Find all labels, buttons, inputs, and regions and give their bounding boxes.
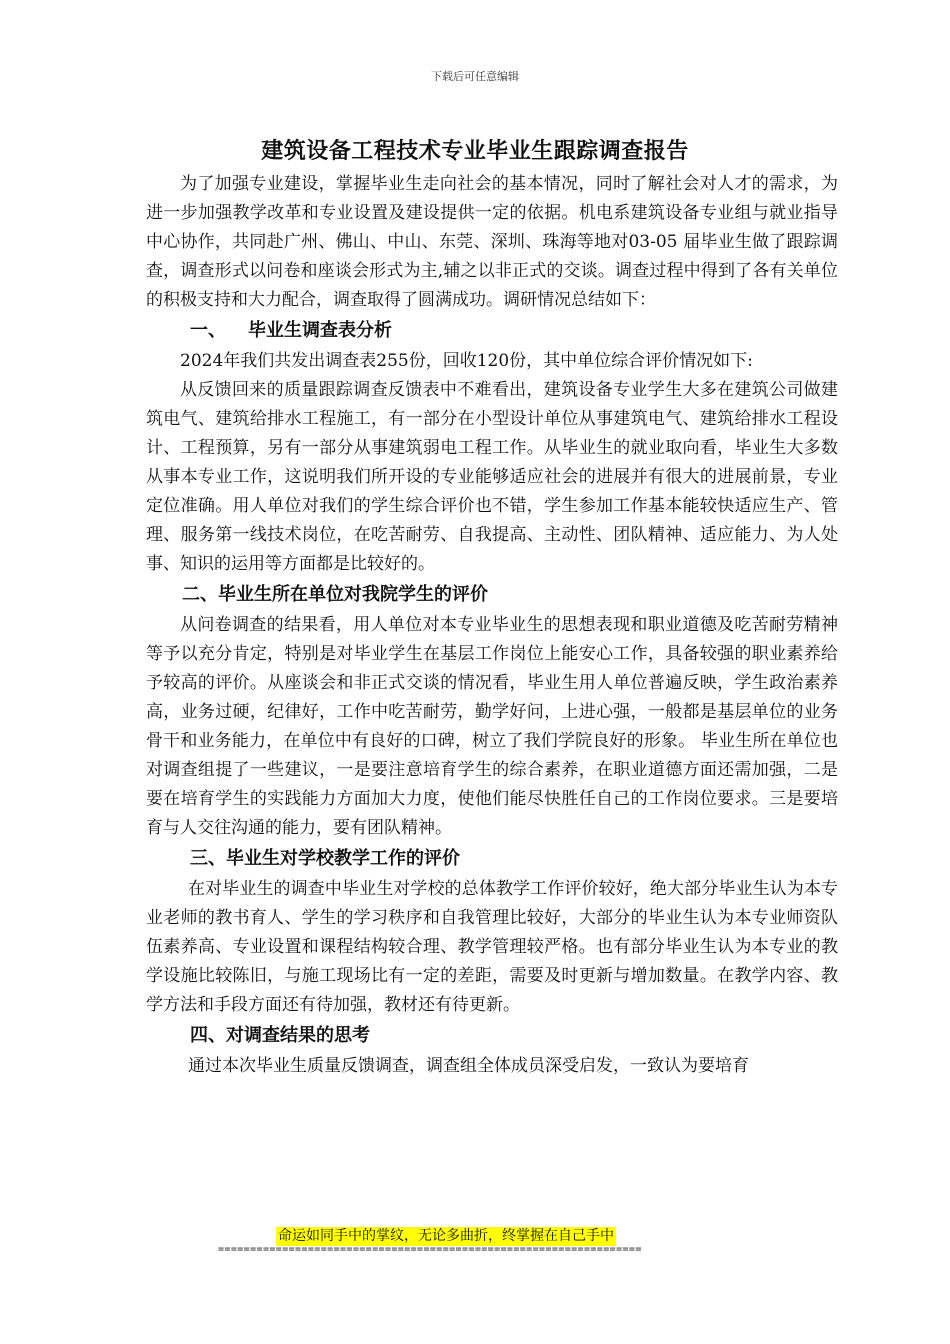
section-4-paragraph: 通过本次毕业生质量反馈调查，调查组全体成员深受启发，一致认为要培育	[188, 1056, 749, 1076]
footer-divider: ==================================================================	[218, 1244, 642, 1255]
section-2-paragraph: 从问卷调查的结果看，用人单位对本专业毕业生的思想表现和职业道德及吃苦耐劳精神等予以充分肯定，特别是对毕业学生在基层工作岗位上能安心工作，具备较强的职业素养给予较高的评价。从座谈会和非正式交谈的情况看，毕业生用人单位普遍反映，学生政治素养高，业务过硬，纪律好，工作中吃苦耐劳，勤学好问，上进心强，一般都是基层单位的业务骨干和业务能力，在单位中有良好的口碑，树立了我们学院良好的形象。 毕业生所在单位也对调查组提了一些建议，一是要注意培育学生的综合素养，在职业道德方面还需加强，二是要在培育学生的实践能力方面加大力度，使他们能尽快胜任自己的工作岗位要求。三是要培育与人交往沟通的能力，要有团队精神。	[146, 615, 838, 838]
section-4-heading: 四、对调查结果的思考	[190, 1025, 370, 1046]
section-1-number: 一、	[190, 320, 226, 341]
document-body	[146, 170, 838, 1081]
document-title: 建筑设备工程技术专业毕业生跟踪调查报告	[261, 138, 689, 164]
section-1-title: 毕业生调查表分析	[248, 320, 392, 341]
section-1-paragraph-2: 从反馈回来的质量跟踪调查反馈表中不难看出，建筑设备专业学生大多在建筑公司做建筑电气、建筑给排水工程施工，有一部分在小型设计单位从事建筑电气、建筑给排水工程设计、工程预算，另有一部分从事建筑弱电工程工作。从毕业生的就业取向看，毕业生大多数从事本专业工作，这说明我们所开设的专业能够适应社会的进展并有很大的进展前景，专业定位准确。用人单位对我们的学生综合评价也不错，学生参加工作基本能较快适应生产、管理、服务第一线技术岗位，在吃苦耐劳、自我提高、主动性、团队精神、适应能力、为人处事、知识的运用等方面都是比较好的。	[146, 380, 838, 574]
intro-paragraph: 为了加强专业建设，掌握毕业生走向社会的基本情况，同时了解社会对人才的需求，为进一步加强教学改革和专业设置及建设提供一定的依据。机电系建筑设备专业组与就业指导中心协作，共同赴广州、佛山、中山、东莞、深圳、珠海等地对03-05 届毕业生做了跟踪调查，调查形式以问卷和座谈会形式为主,辅之以非正式的交谈。调查过程中得到了各有关单位的积极支持和大力配合，调查取得了圆满成功。调研情况总结如下：	[146, 174, 838, 310]
section-1-paragraph-1: 2024年我们共发出调查表255份，回收120份，其中单位综合评价情况如下:	[180, 351, 753, 371]
page-header-note: 下载后可任意编辑	[431, 70, 519, 83]
footer-motto: 命运如同手中的掌纹，无论多曲折，终掌握在自己手中	[278, 1228, 614, 1244]
section-3-paragraph: 在对毕业生的调查中毕业生对学校的总体教学工作评价较好，绝大部分毕业生认为本专业老师的教书育人、学生的学习秩序和自我管理比较好，大部分的毕业生认为本专业师资队伍素养高、专业设置和课程结构较合理、教学管理较严格。也有部分毕业生认为本专业的教学设施比较陈旧，与施工现场比有一定的差距，需要及时更新与增加数量。在教学内容、教学方法和手段方面还有待加强，教材还有待更新。	[146, 879, 838, 1015]
section-2-heading: 二、毕业生所在单位对我院学生的评价	[182, 584, 488, 605]
section-3-heading: 三、毕业生对学校教学工作的评价	[190, 848, 460, 869]
section-1-heading	[146, 315, 838, 347]
